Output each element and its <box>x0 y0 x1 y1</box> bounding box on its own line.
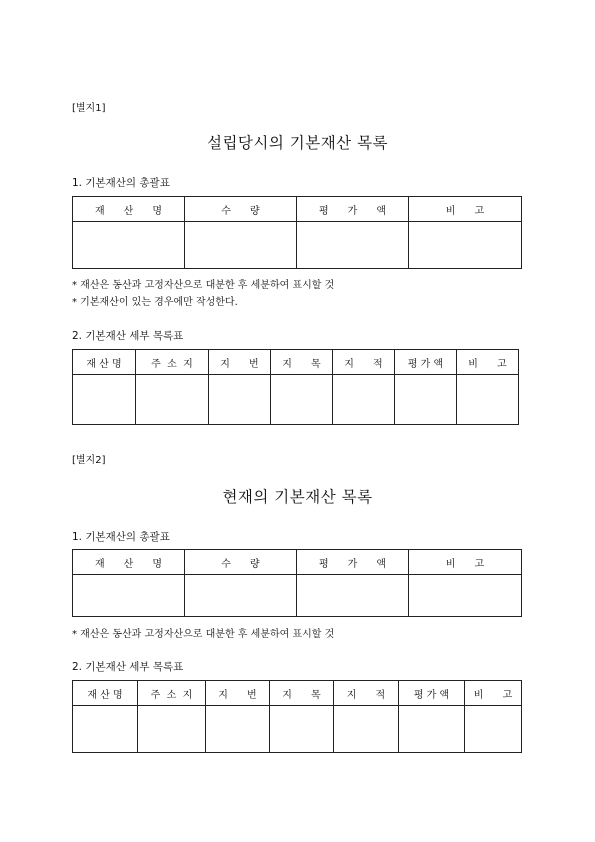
header-cell-quantity: 수 량 <box>185 197 297 222</box>
header-cell-valuation: 평 가 액 <box>399 681 465 706</box>
header-cell-land-category: 지 목 <box>271 350 333 375</box>
attachment-label-2: [별지2] <box>72 455 106 466</box>
header-cell-area: 지 적 <box>334 681 399 706</box>
page-title-1: 설립당시의 기본재산 목록 <box>206 134 389 152</box>
header-cell-area: 지 적 <box>333 350 395 375</box>
header-cell-address: 주 소 지 <box>138 681 206 706</box>
header-cell-property-name: 재 산 명 <box>73 550 185 575</box>
table-row <box>73 375 519 425</box>
header-cell-property-name: 재 산 명 <box>73 350 136 375</box>
detail-table-1 <box>72 349 519 425</box>
header-cell-remarks: 비 고 <box>465 681 522 706</box>
table-cell <box>465 706 522 753</box>
table-row <box>73 575 522 617</box>
table-cell <box>399 706 465 753</box>
table-header-row <box>73 550 522 575</box>
note-2: * 기본재산이 있는 경우에만 작성한다. <box>72 297 238 308</box>
table-cell <box>270 706 334 753</box>
header-cell-remarks: 비 고 <box>409 197 522 222</box>
table-row <box>73 222 522 269</box>
table-cell <box>73 706 138 753</box>
note-1: * 재산은 동산과 고정자산으로 대분한 후 세분하여 표시할 것 <box>72 280 335 291</box>
table-cell <box>206 706 270 753</box>
table-cell <box>138 706 206 753</box>
section-detail-heading-1: 2. 기본재산 세부 목록표 <box>72 330 184 342</box>
header-cell-property-name: 재 산 명 <box>73 681 138 706</box>
table-cell <box>73 222 185 269</box>
header-cell-valuation: 평 가 액 <box>297 197 409 222</box>
section-summary-heading-2: 1. 기본재산의 총괄표 <box>72 531 170 543</box>
table-header-row <box>73 681 522 706</box>
header-cell-lot-number: 지 번 <box>209 350 271 375</box>
table-cell <box>271 375 333 425</box>
summary-table-2 <box>72 549 522 617</box>
table-cell <box>73 575 185 617</box>
page-title-2: 현재의 기본재산 목록 <box>222 488 373 506</box>
table-cell <box>334 706 399 753</box>
header-cell-quantity: 수 량 <box>185 550 297 575</box>
table-cell <box>333 375 395 425</box>
table-cell <box>185 222 297 269</box>
header-cell-property-name: 재 산 명 <box>73 197 185 222</box>
header-cell-address: 주 소 지 <box>136 350 209 375</box>
table-cell <box>457 375 519 425</box>
header-cell-valuation: 평 가 액 <box>297 550 409 575</box>
table-cell <box>73 375 136 425</box>
table-header-row <box>73 350 519 375</box>
table-cell <box>209 375 271 425</box>
header-cell-remarks: 비 고 <box>409 550 522 575</box>
table-row <box>73 706 522 753</box>
attachment-label-1: [별지1] <box>72 103 106 114</box>
note-3: * 재산은 동산과 고정자산으로 대분한 후 세분하여 표시할 것 <box>72 629 335 640</box>
table-header-row <box>73 197 522 222</box>
table-cell <box>185 575 297 617</box>
header-cell-remarks: 비 고 <box>457 350 519 375</box>
section-detail-heading-2: 2. 기본재산 세부 목록표 <box>72 661 184 673</box>
section-summary-heading-1: 1. 기본재산의 총괄표 <box>72 177 170 189</box>
detail-table-2 <box>72 680 522 753</box>
header-cell-land-category: 지 목 <box>270 681 334 706</box>
table-cell <box>297 222 409 269</box>
table-cell <box>395 375 457 425</box>
summary-table-1 <box>72 196 522 269</box>
header-cell-lot-number: 지 번 <box>206 681 270 706</box>
table-cell <box>297 575 409 617</box>
table-cell <box>136 375 209 425</box>
header-cell-valuation: 평 가 액 <box>395 350 457 375</box>
table-cell <box>409 222 522 269</box>
table-cell <box>409 575 522 617</box>
